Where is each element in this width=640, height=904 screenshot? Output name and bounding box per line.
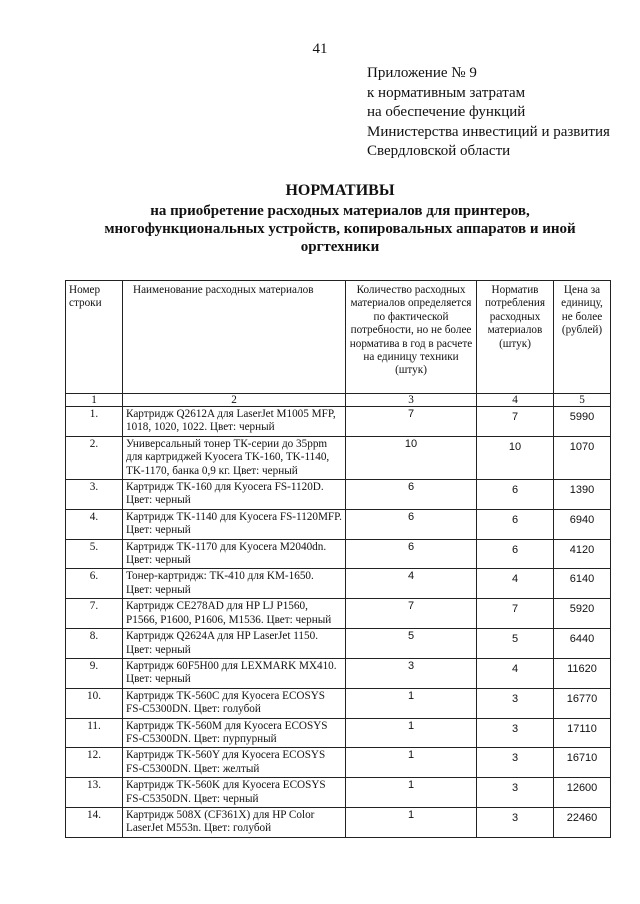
table-header-row bbox=[66, 281, 611, 394]
row-quantity: 6 bbox=[346, 539, 477, 569]
table-row bbox=[66, 436, 611, 479]
row-material-name: Картридж TK-560C для Kyocera ECOSYS FS-C5300DN. Цвет: голубой bbox=[123, 688, 346, 718]
appendix-line: к нормативным затратам bbox=[367, 84, 526, 101]
row-number: 5. bbox=[66, 539, 123, 569]
row-norm: 3 bbox=[477, 778, 554, 808]
row-norm: 6 bbox=[477, 509, 554, 539]
row-quantity: 1 bbox=[346, 718, 477, 748]
row-price: 16770 bbox=[554, 688, 611, 718]
table-row bbox=[66, 629, 611, 659]
row-price: 16710 bbox=[554, 748, 611, 778]
row-quantity: 10 bbox=[346, 436, 477, 479]
row-norm: 3 bbox=[477, 748, 554, 778]
title-main: НОРМАТИВЫ bbox=[285, 182, 395, 199]
column-index: 5 bbox=[554, 394, 611, 407]
appendix-line: Министерства инвестиций и развития bbox=[367, 123, 610, 140]
table-row bbox=[66, 599, 611, 629]
row-price: 12600 bbox=[554, 778, 611, 808]
row-number: 2. bbox=[66, 436, 123, 479]
row-number: 6. bbox=[66, 569, 123, 599]
row-number: 14. bbox=[66, 807, 123, 837]
header-name: Наименование расходных материалов bbox=[123, 281, 346, 394]
row-norm: 7 bbox=[477, 407, 554, 437]
row-material-name: Картридж 508X (CF361X) для HP Color LaserJet M553n. Цвет: голубой bbox=[123, 807, 346, 837]
row-quantity: 1 bbox=[346, 807, 477, 837]
row-number: 10. bbox=[66, 688, 123, 718]
row-price: 22460 bbox=[554, 807, 611, 837]
row-material-name: Картридж CE278AD для HP LJ P1560, P1566, P1600, P1606, M1536. Цвет: черный bbox=[123, 599, 346, 629]
row-price: 1070 bbox=[554, 436, 611, 479]
document-title bbox=[60, 182, 620, 256]
row-price: 5990 bbox=[554, 407, 611, 437]
row-norm: 10 bbox=[477, 436, 554, 479]
appendix-block bbox=[367, 64, 610, 162]
row-material-name: Картридж TK-560K для Kyocera ECOSYS FS-C5350DN. Цвет: черный bbox=[123, 778, 346, 808]
header-norm: Норматив потребления расходных материалов (штук) bbox=[477, 281, 554, 394]
row-price: 5920 bbox=[554, 599, 611, 629]
table-row bbox=[66, 688, 611, 718]
table-row bbox=[66, 509, 611, 539]
row-norm: 3 bbox=[477, 807, 554, 837]
row-quantity: 1 bbox=[346, 688, 477, 718]
row-norm: 3 bbox=[477, 718, 554, 748]
row-quantity: 7 bbox=[346, 407, 477, 437]
title-subtitle-line: на приобретение расходных материалов для принтеров, bbox=[150, 203, 530, 219]
row-quantity: 3 bbox=[346, 658, 477, 688]
row-material-name: Тонер-картридж: TK-410 для KM-1650. Цвет: черный bbox=[123, 569, 346, 599]
row-material-name: Картридж Q2612A для LaserJet M1005 MFP, 1018, 1020, 1022. Цвет: черный bbox=[123, 407, 346, 437]
row-material-name: Картридж TK-560M для Kyocera ECOSYS FS-C5300DN. Цвет: пурпурный bbox=[123, 718, 346, 748]
header-quantity: Количество расходных материалов определяется по фактической потребности, но не более норматива в год в расчете на единицу техники (штук) bbox=[346, 281, 477, 394]
row-number: 7. bbox=[66, 599, 123, 629]
row-price: 6440 bbox=[554, 629, 611, 659]
row-number: 3. bbox=[66, 480, 123, 510]
row-quantity: 7 bbox=[346, 599, 477, 629]
table-row bbox=[66, 658, 611, 688]
row-quantity: 5 bbox=[346, 629, 477, 659]
row-quantity: 6 bbox=[346, 480, 477, 510]
row-norm: 4 bbox=[477, 569, 554, 599]
table-row bbox=[66, 569, 611, 599]
row-quantity: 1 bbox=[346, 748, 477, 778]
row-material-name: Картридж 60F5H00 для LEXMARK MX410. Цвет: черный bbox=[123, 658, 346, 688]
appendix-line: на обеспечение функций bbox=[367, 104, 526, 120]
row-norm: 7 bbox=[477, 599, 554, 629]
row-material-name: Универсальный тонер ТК-серии до 35ppm для картриджей Kyocera TK-160, TK-1140, TK-1170, банка 0,9 кг. Цвет: черный bbox=[123, 436, 346, 479]
row-price: 1390 bbox=[554, 480, 611, 510]
row-number: 9. bbox=[66, 658, 123, 688]
row-quantity: 1 bbox=[346, 778, 477, 808]
row-norm: 6 bbox=[477, 480, 554, 510]
row-material-name: Картридж Q2624A для HP LaserJet 1150. Цвет: черный bbox=[123, 629, 346, 659]
header-number: Номер строки bbox=[66, 281, 123, 394]
row-price: 17110 bbox=[554, 718, 611, 748]
row-norm: 3 bbox=[477, 688, 554, 718]
column-index: 1 bbox=[66, 394, 123, 407]
appendix-line: Свердловской области bbox=[367, 143, 511, 159]
row-number: 1. bbox=[66, 407, 123, 437]
table-row bbox=[66, 480, 611, 510]
row-material-name: Картридж TK-1170 для Kyocera M2040dn. Цвет: черный bbox=[123, 539, 346, 569]
row-norm: 4 bbox=[477, 658, 554, 688]
row-material-name: Картридж TK-1140 для Kyocera FS-1120MFP. Цвет: черный bbox=[123, 509, 346, 539]
row-price: 6940 bbox=[554, 509, 611, 539]
column-index: 3 bbox=[346, 394, 477, 407]
title-subtitle-line: многофункциональных устройств, копировальных аппаратов и иной bbox=[104, 221, 576, 237]
row-quantity: 6 bbox=[346, 509, 477, 539]
table-row bbox=[66, 748, 611, 778]
row-price: 4120 bbox=[554, 539, 611, 569]
row-number: 8. bbox=[66, 629, 123, 659]
column-index-row bbox=[66, 394, 611, 407]
table-row bbox=[66, 407, 611, 437]
row-norm: 6 bbox=[477, 539, 554, 569]
row-norm: 5 bbox=[477, 629, 554, 659]
row-number: 12. bbox=[66, 748, 123, 778]
row-number: 13. bbox=[66, 778, 123, 808]
appendix-line: Приложение № 9 bbox=[367, 65, 477, 81]
row-price: 6140 bbox=[554, 569, 611, 599]
page-number: 41 bbox=[312, 41, 328, 57]
table-row bbox=[66, 778, 611, 808]
table-row bbox=[66, 807, 611, 837]
row-quantity: 4 bbox=[346, 569, 477, 599]
table-row bbox=[66, 539, 611, 569]
header-price: Цена за единицу, не более (рублей) bbox=[554, 281, 611, 394]
title-subtitle-line: оргтехники bbox=[300, 239, 380, 255]
row-material-name: Картридж TK-560Y для Kyocera ECOSYS FS-C5300DN. Цвет: желтый bbox=[123, 748, 346, 778]
norms-table bbox=[65, 280, 611, 838]
column-index: 2 bbox=[123, 394, 346, 407]
row-material-name: Картридж TK-160 для Kyocera FS-1120D. Цвет: черный bbox=[123, 480, 346, 510]
row-number: 4. bbox=[66, 509, 123, 539]
table-row bbox=[66, 718, 611, 748]
row-price: 11620 bbox=[554, 658, 611, 688]
row-number: 11. bbox=[66, 718, 123, 748]
column-index: 4 bbox=[477, 394, 554, 407]
